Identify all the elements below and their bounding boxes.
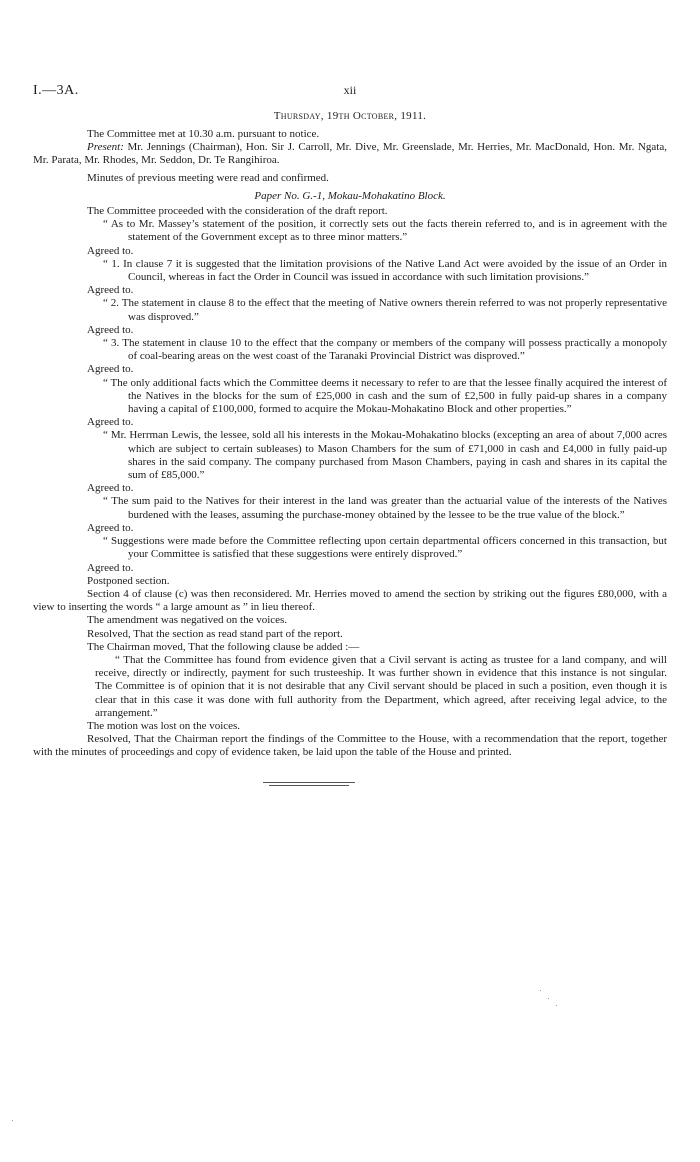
agreed-8: Agreed to. (87, 561, 134, 574)
scan-speck (556, 1005, 557, 1006)
scan-speck (548, 998, 549, 999)
report-item-7: “ The sum paid to the Natives for their interest in the land was greater than the actuarial value of the interests of the Natives burdened with the leases, assuming the purchase-money obtained by the lessee to be the true value of the block.” (103, 495, 667, 521)
meeting-opening: The Committee met at 10.30 a.m. pursuant to notice. (87, 128, 320, 140)
paper-heading-text: Paper No. G.-1, Mokau-Mohakatino Block. (254, 189, 446, 202)
scan-speck (540, 990, 541, 991)
present-label: Present: (87, 141, 124, 154)
report-item-6: “ Mr. Herrman Lewis, the lessee, sold all his interests in the Mokau-Mohakatino blocks (excepting an area of about 7,000 acres which are subject to certain subleases) to Mason Chambers for the sum of £71,000 in cash and £4,000 in fully paid-up shares in the said company. The company purchased from Mason Chambers, paying in cash and shares in its capital the sum of £85,000.” (103, 429, 667, 482)
paper-heading (33, 190, 667, 203)
agreed-4: Agreed to. (87, 363, 134, 376)
proposed-clause-quote: “ That the Committee has found from evidence given that a Civil servant is acting as trustee for a land company, and will receive, directly or indirectly, payment for such trusteeship. It was further shown in evidence that this instance is not singular. The Committee is of opinion that it is not desirable that any Civil servant should be placed in such a position, even though it is clear that in this case it was done with full authority from the Department, which agreed, after receiving legal advice, to the arrangement.” (95, 653, 667, 719)
section-4-reconsidered: Section 4 of clause (c) was then reconsidered. Mr. Herries moved to amend the section by striking out the figures £80,000, with a view to inserting the words “ a large amount as ” in lieu thereof. (33, 587, 667, 614)
postponed-section: Postponed section. (87, 574, 170, 587)
agreed-5: Agreed to. (87, 416, 134, 429)
agreed-7: Agreed to. (87, 521, 134, 534)
final-resolution: Resolved, That the Chairman report the findings of the Committee to the House, with a recommendation that the report, together with the minutes of proceedings and copy of evidence taken, be laid upon the table of the House and printed. (33, 733, 667, 759)
agreed-3: Agreed to. (87, 323, 134, 336)
present-paragraph (33, 141, 667, 167)
closing-rule (263, 782, 355, 788)
present-members: Mr. Jennings (Chairman), Hon. Sir J. Carroll, Mr. Dive, Mr. Greenslade, Mr. Herries, Mr. MacDonald, Hon. Mr. Ngata, Mr. Parata, Mr. Rhodes, Mr. Seddon, Dr. Te Rangihiroa. (33, 141, 667, 167)
report-item-1: “ As to Mr. Massey’s statement of the position, it correctly sets out the facts therein referred to, and is in agreement with the statement of the Government except as to three minor matters.” (103, 218, 667, 244)
motion-lost: The motion was lost on the voices. (87, 719, 241, 732)
minutes-confirmed: Minutes of previous meeting were read and confirmed. (87, 171, 329, 184)
agreed-1: Agreed to. (87, 244, 134, 257)
report-item-5: “ The only additional facts which the Committee deems it necessary to refer to are that the lessee finally acquired the interest of the Natives in the blocks for the sum of £25,000 in cash and the sum of £2,500 in fully paid-up shares in a company having a capital of £100,000, formed to acquire the Mokau-Mohakatino Block and other properties.” (103, 376, 667, 416)
amendment-negatived: The amendment was negatived on the voices. (87, 614, 288, 627)
report-item-4: “ 3. The statement in clause 10 to the effect that the company or members of the company will possess practically a monopoly of coal-bearing areas on the west coast of the Taranaki Provincial District was disproved.” (103, 337, 667, 363)
page-number: xii (343, 83, 357, 97)
scan-speck (12, 1120, 13, 1121)
agreed-6: Agreed to. (87, 482, 134, 495)
agreed-2: Agreed to. (87, 284, 134, 297)
closing-rule-line-bottom (269, 785, 349, 788)
page-reference: I.—3A. (33, 83, 79, 98)
report-item-8: “ Suggestions were made before the Committee reflecting upon certain departmental officers concerned in this transaction, but your Committee is satisfied that these suggestions were entirely disproved.” (103, 535, 667, 561)
report-item-2: “ 1. In clause 7 it is suggested that the limitation provisions of the Native Land Act were avoided by the issue of an Order in Council, whereas in fact the Order in Council was issued in accordance with such limitation provisions.” (103, 257, 667, 284)
proceeded-paragraph: The Committee proceeded with the consideration of the draft report. (87, 205, 388, 218)
chairman-motion: The Chairman moved, That the following clause be added :— (87, 640, 360, 653)
report-item-3: “ 2. The statement in clause 8 to the effect that the meeting of Native owners therein referred to was not properly representative was disproved.” (103, 297, 667, 323)
minutes-body (33, 128, 667, 760)
meeting-date: Thursday, 19th October, 1911. (273, 110, 427, 122)
resolved-section: Resolved, That the section as read stand part of the report. (87, 627, 343, 640)
